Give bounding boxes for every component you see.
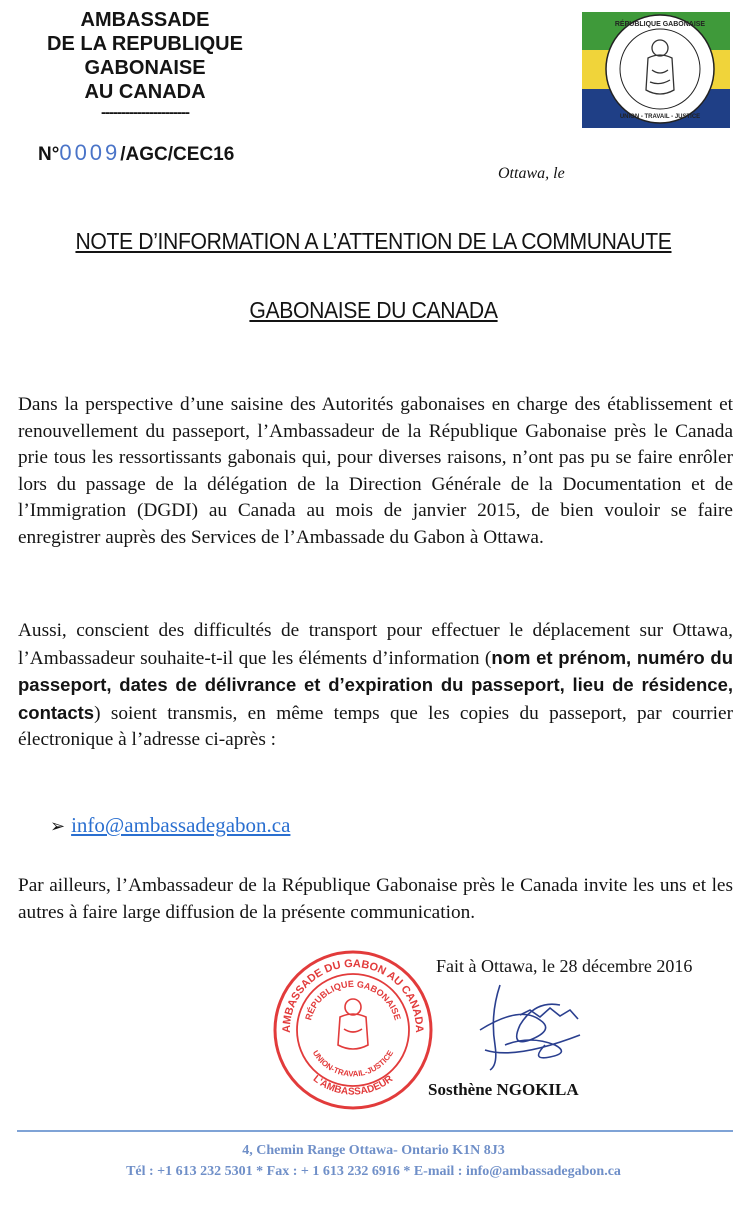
signed-at-date: Fait à Ottawa, le 28 décembre 2016 xyxy=(436,956,693,976)
reference-number xyxy=(38,140,234,166)
seal-inner-ring xyxy=(297,974,409,1086)
emblem-seal-circle xyxy=(606,15,714,123)
paragraph-2-bold-fields: nom et prénom, numéro du passeport, dates de délivrance et d’expiration du passeport, lieu de résidence, contacts xyxy=(18,646,733,723)
paragraph-2-end: ) soient transmis, en même temps que les copies du passeport, par courrier électronique à l’adresse ci-après : xyxy=(18,702,733,750)
embassy-stamp-seal xyxy=(268,945,438,1115)
emblem-text-top: RÉPUBLIQUE GABONAISE xyxy=(614,21,706,28)
arrow-bullet-icon: ➢ xyxy=(50,816,66,836)
document-title-line-2: GABONAISE DU CANADA xyxy=(249,297,498,323)
gabon-emblem-logo xyxy=(582,12,730,128)
seal-outer-text: AMBASSADE DU GABON AU CANADA xyxy=(280,957,426,1033)
document-title-line-1: NOTE D’INFORMATION A L’ATTENTION DE LA COMMUNAUTE xyxy=(75,228,672,254)
paragraph-1: Dans la perspective d’une saisine des Autorités gabonaises en charge des établissement et renouvellement du passeport, l’Ambassadeur de la République Gabonaise près le Canada prie tous les ressortissants gabonais qui, pour diverses raisons, n’ont pas pu se faire enrôler lors du passage de la délégation de la Direction Générale de la Documentation et de l’Immigration (DGDI) au Canada au mois de janvier 2015, de bien vouloir se faire enregistrer auprès des Services de l’Ambassade du Gabon à Ottawa. xyxy=(18,394,733,548)
footer-contacts: Tél : +1 613 232 5301 * Fax : + 1 613 232 6916 * E-mail : info@ambassadegabon.ca xyxy=(126,1164,621,1179)
reference-prefix: N° xyxy=(38,144,60,165)
email-bullet xyxy=(50,813,290,838)
reference-stamp-number: 0009 xyxy=(59,140,121,165)
seal-motto-text: UNION-TRAVAIL-JUSTICE xyxy=(310,1048,396,1079)
email-link[interactable]: info@ambassadegabon.ca xyxy=(71,813,291,837)
emblem-text-bottom: UNION - TRAVAIL - JUSTICE xyxy=(619,114,701,120)
signer-name: Sosthène NGOKILA xyxy=(428,1080,579,1099)
seal-outer-ring xyxy=(275,952,431,1108)
reference-suffix: /AGC/CEC16 xyxy=(120,144,235,165)
footer-address: 4, Chemin Range Ottawa- Ontario K1N 8J3 xyxy=(242,1143,505,1158)
paragraph-2-start: Aussi, conscient des difficultés de transport pour effectuer le déplacement sur Ottawa, l’Ambassadeur souhaite-t-il que les éléments d’information ( xyxy=(18,620,733,669)
sender-rule: ---------------------- xyxy=(101,104,189,121)
seal-inner-text: RÉPUBLIQUE GABONAISE xyxy=(303,978,403,1022)
handwritten-signature xyxy=(460,975,595,1075)
sender-line-1: AMBASSADE xyxy=(80,9,210,31)
seal-figure-icon xyxy=(338,999,368,1049)
paragraph-2 xyxy=(18,618,733,754)
place-and-date-line: Ottawa, le xyxy=(498,165,565,182)
footer-divider xyxy=(17,1130,733,1132)
sender-block xyxy=(0,8,290,122)
seal-base-text: L'AMBASSADEUR xyxy=(310,1073,396,1098)
sender-line-3: AU CANADA xyxy=(84,81,206,103)
sender-line-2: DE LA REPUBLIQUE GABONAISE xyxy=(47,33,243,79)
paragraph-3: Par ailleurs, l’Ambassadeur de la République Gabonaise près le Canada invite les uns et les autres à faire large diffusion de la présente communication. xyxy=(18,875,733,923)
